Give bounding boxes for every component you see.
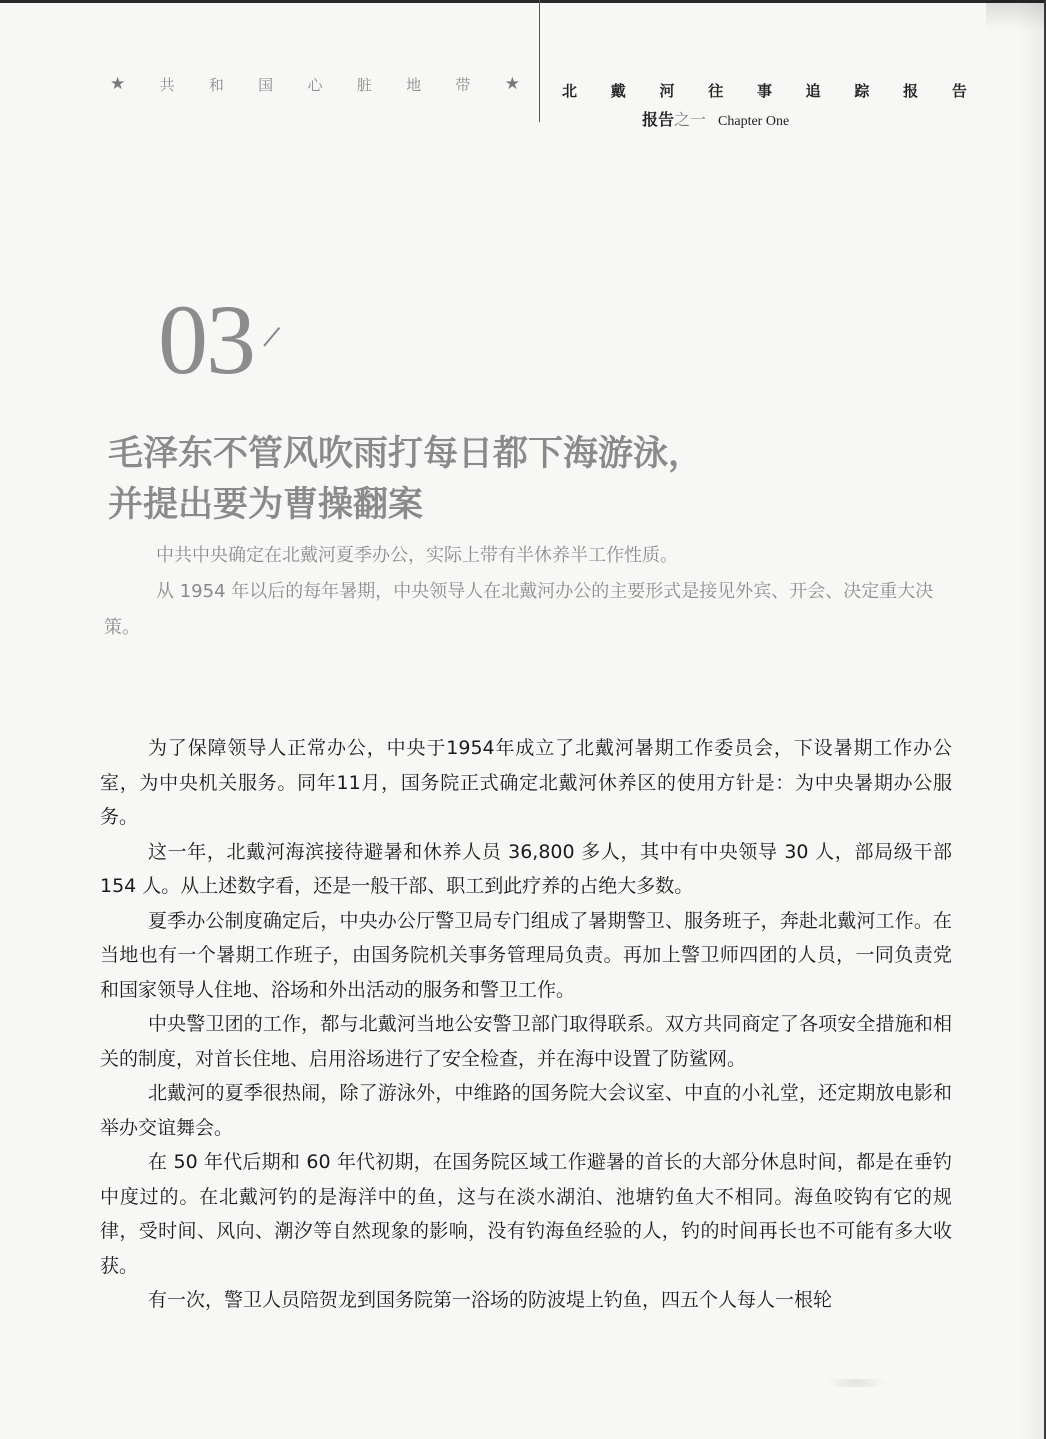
running-header-right <box>562 80 967 101</box>
body-paragraph: 有一次，警卫人员陪贺龙到国务院第一浴场的防波堤上钓鱼，四五个人每人一根轮 <box>148 1289 833 1311</box>
section-title-line: 并提出要为曹操翻案 <box>108 484 424 525</box>
running-header-char: 和 <box>208 76 224 94</box>
running-header-char: 往 <box>708 82 724 100</box>
running-header-char: 踪 <box>854 82 870 100</box>
running-header-char: 追 <box>805 82 821 100</box>
star-icon: ★ <box>504 74 520 94</box>
section-title-line: 毛泽东不管风吹雨打每日都下海游泳， <box>108 433 704 474</box>
body-paragraph: 为了保障领导人正常办公，中央于1954年成立了北戴河暑期工作委员会，下设暑期工作办公室，为中央机关服务。同年11月，国务院正式确定北戴河休养区的使用方针是：为中央暑期办公服务。 <box>100 737 952 828</box>
body-paragraph: 夏季办公制度确定后，中央办公厅警卫局专门组成了暑期警卫、服务班子，奔赴北戴河工作。在当地也有一个暑期工作班子，由国务院机关事务管理局负责。再加上警卫师四团的人员，一同负责党和国家领导人住地、浴场和外出活动的服务和警卫工作。 <box>100 909 952 1001</box>
section-summary <box>104 538 959 646</box>
scan-shadow-right <box>1018 0 1044 1439</box>
running-header-char: 带 <box>455 76 471 94</box>
running-header-char: 国 <box>258 76 274 94</box>
running-header-char: 北 <box>562 82 578 100</box>
running-header-char: 告 <box>951 82 967 100</box>
body-paragraph: 这一年，北戴河海滨接待避暑和休养人员 36,800 多人，其中有中央领导 30 人，部局级干部 154 人。从上述数字看，还是一般干部、职工到此疗养的占绝大多数。 <box>100 840 952 897</box>
running-header-char: 心 <box>307 76 323 94</box>
running-header-char: 脏 <box>356 76 372 94</box>
section-title <box>108 428 1008 530</box>
header-divider <box>539 0 540 122</box>
chapter-label <box>642 107 789 130</box>
scan-speck <box>826 1379 886 1387</box>
chapter-label-cn: 报告 <box>642 110 675 129</box>
star-icon: ★ <box>110 74 126 94</box>
body-paragraph: 中央警卫团的工作，都与北戴河当地公安警卫部门取得联系。双方共同商定了各项安全措施和相关的制度，对首长住地、启用浴场进行了安全检查，并在海中设置了防鲨网。 <box>100 1013 952 1070</box>
running-header-char: 事 <box>756 82 772 100</box>
summary-paragraph: 中共中央确定在北戴河夏季办公，实际上带有半休养半工作性质。 <box>156 545 678 566</box>
chapter-label-cn-suffix: 之一 <box>674 110 707 129</box>
running-header-char: 戴 <box>610 82 626 100</box>
chapter-label-en: Chapter One <box>718 114 790 129</box>
section-number: 03 <box>158 284 254 395</box>
running-header-left <box>110 74 520 95</box>
running-header-char: 报 <box>903 82 919 100</box>
body-paragraph: 北戴河的夏季很热闹，除了游泳外，中维路的国务院大会议室、中直的小礼堂，还定期放电影和举办交谊舞会。 <box>100 1082 952 1139</box>
scan-corner-shadow <box>986 0 1046 30</box>
running-header-char: 地 <box>406 76 422 94</box>
body-paragraph: 在 50 年代后期和 60 年代初期，在国务院区域工作避暑的首长的大部分休息时间，都是在垂钓中度过的。在北戴河钓的是海洋中的鱼，这与在淡水湖泊、池塘钓鱼大不相同。海鱼咬钩有它的规律，受时间、风向、潮汐等自然现象的影响，没有钓海鱼经验的人，钓的时间再长也不可能有多大收获。 <box>100 1151 952 1277</box>
body-text <box>100 731 952 1318</box>
summary-paragraph: 从 1954 年以后的每年暑期，中央领导人在北戴河办公的主要形式是接见外宾、开会、决定重大决策。 <box>104 581 934 638</box>
scan-edge-top <box>0 0 1046 3</box>
running-header-char: 共 <box>159 76 175 94</box>
running-header-char: 河 <box>659 82 675 100</box>
section-number-slash <box>263 327 280 347</box>
